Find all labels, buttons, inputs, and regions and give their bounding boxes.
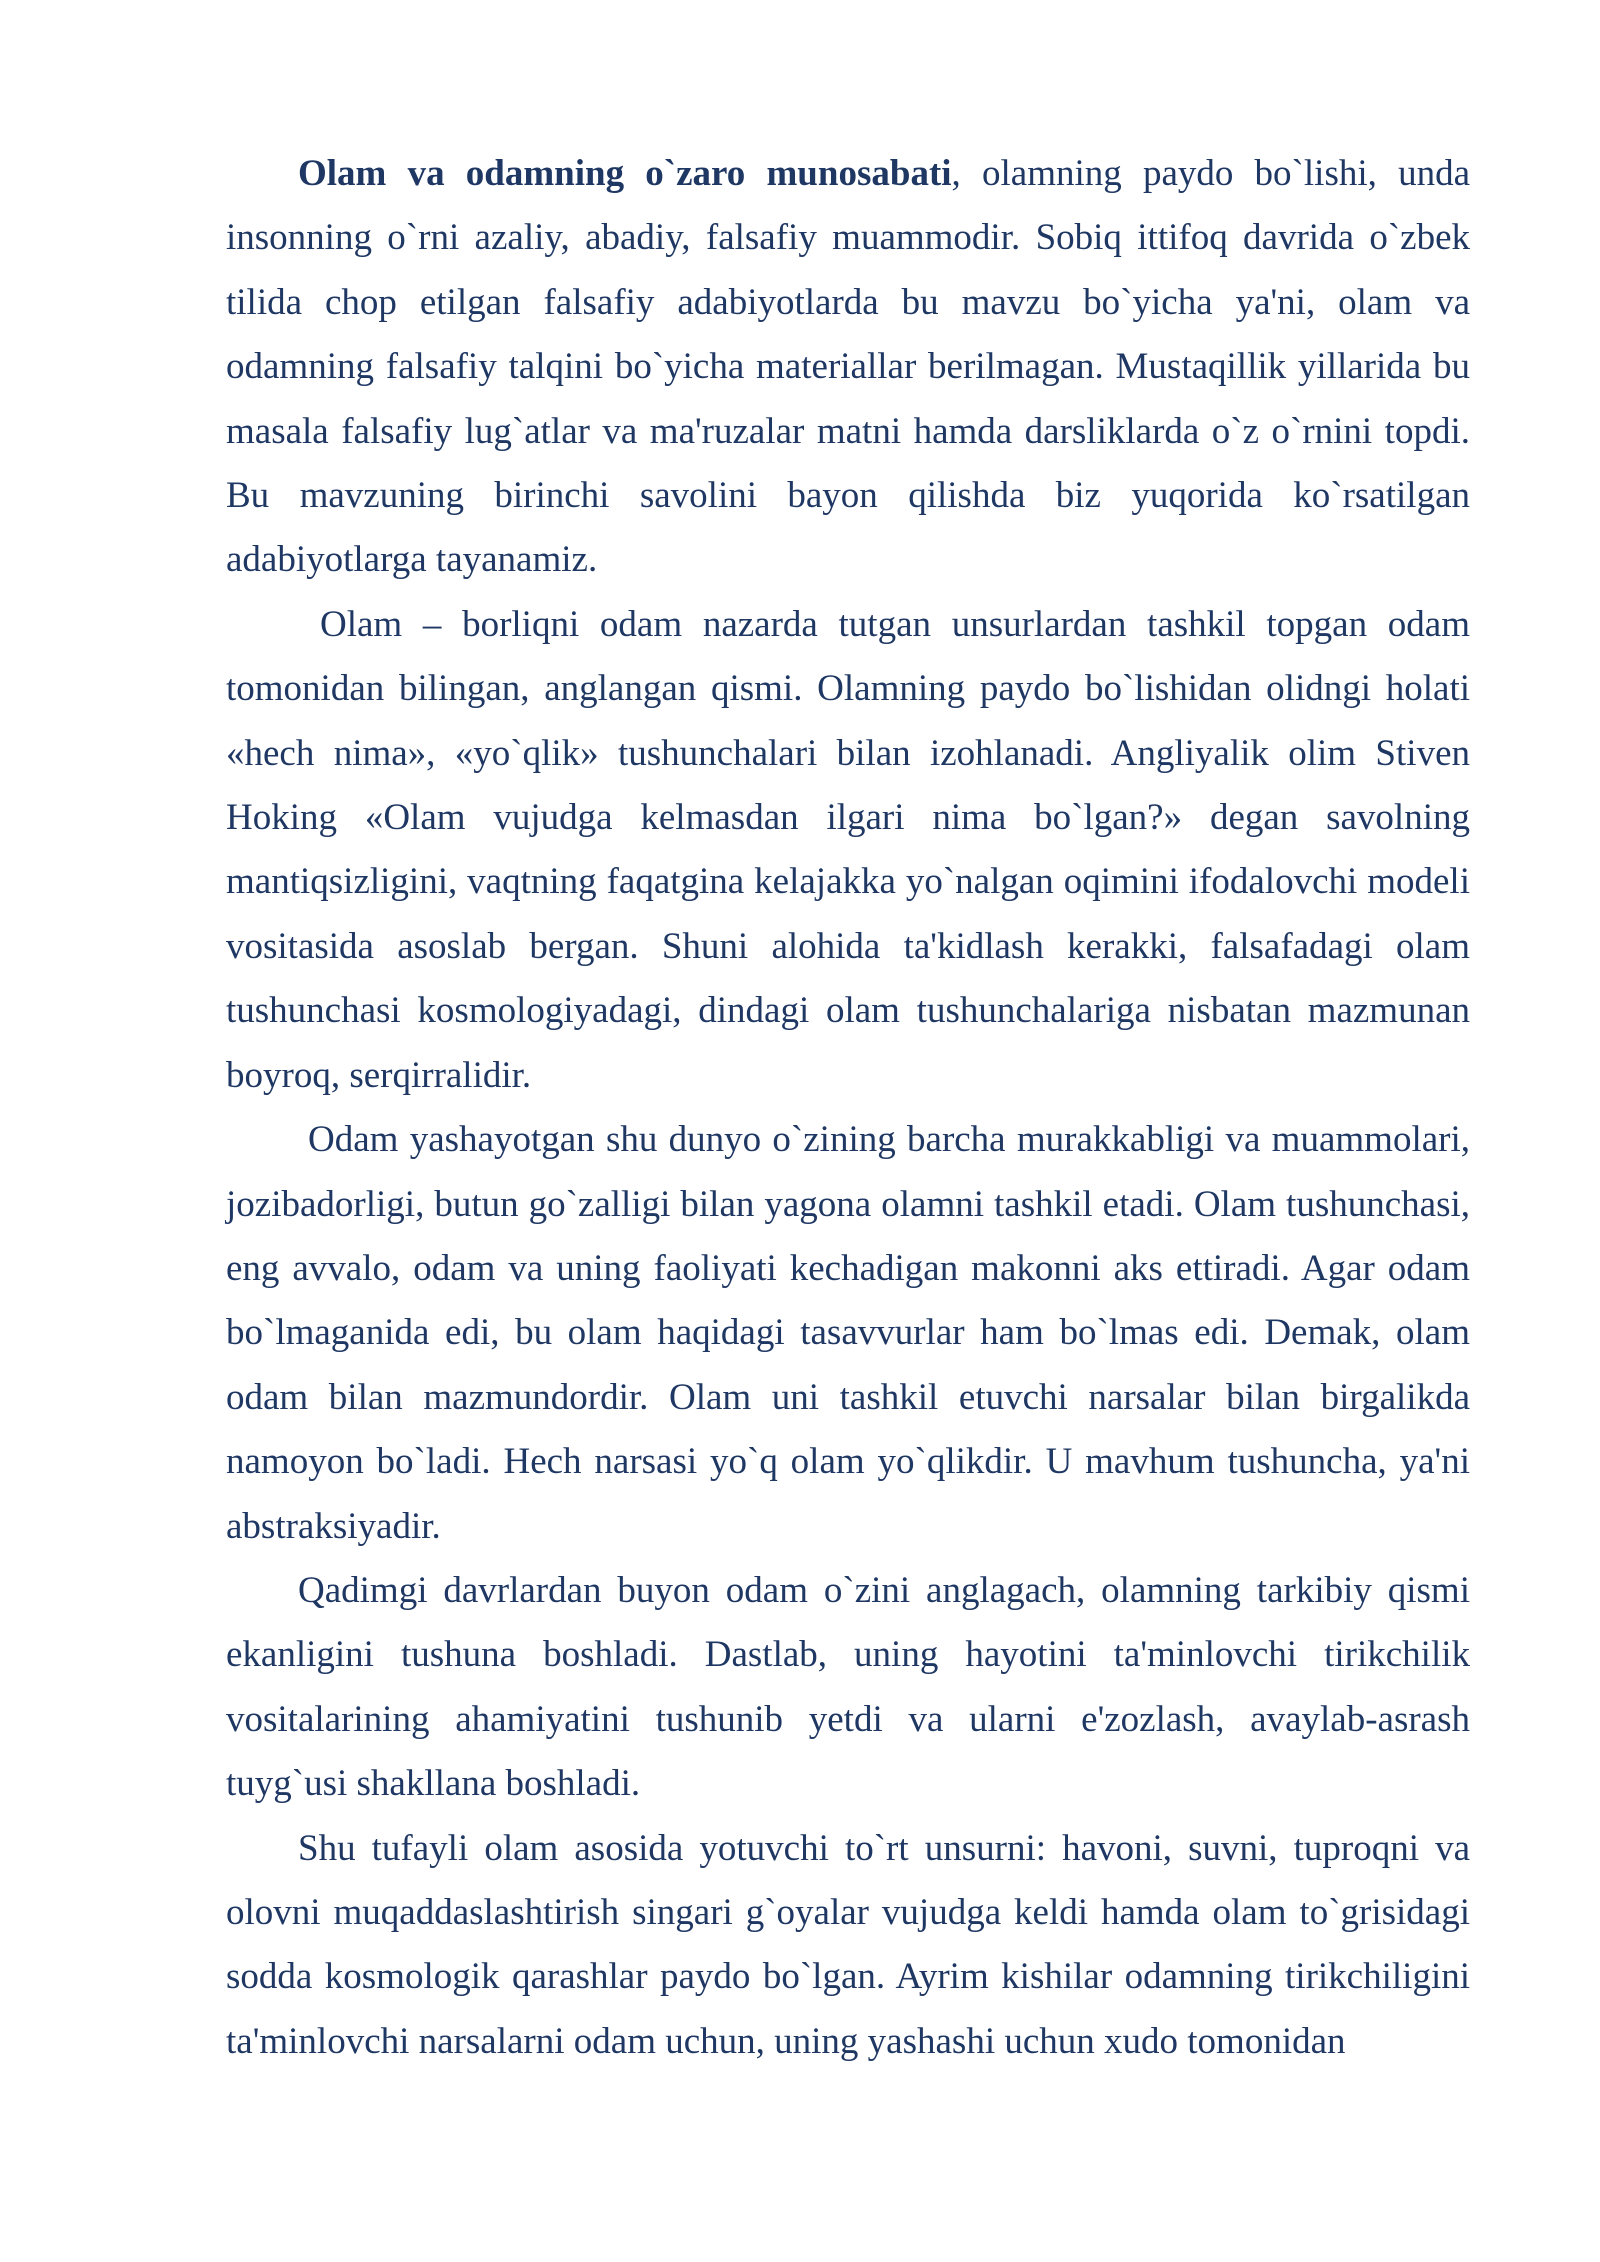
paragraph-text: Qadimgi davrlardan buyon odam o`zini anglagach, olamning tarkibiy qismi ekanligini tushuna boshladi. Dastlab, uning hayotini ta'minlovchi tirikchilik vositalarining ahamiyatini tushunib yetdi va ularni e'zozlash, avaylab-asrash tuyg`usi shakllana boshladi.: [226, 1569, 1470, 1805]
document-page: [226, 142, 1470, 2074]
paragraph-text: Olam – borliqni odam nazarda tutgan unsurlardan tashkil topgan odam tomonidan bilingan, anglangan qismi. Olamning paydo bo`lishidan olidngi holati «hech nima», «yo`qlik» tushunchalari bilan izohlanadi. Angliyalik olim Stiven Hoking «Olam vujudga kelmasdan ilgari nima bo`lgan?» degan savolning mantiqsizligini, vaqtning faqatgina kelajakka yo`nalgan oqimini ifodalovchi modeli vositasida asoslab bergan. Shuni alohida ta'kidlash kerakki, falsafadagi olam tushunchasi kosmologiyadagi, dindagi olam tushunchalariga nisbatan mazmunan boyroq, serqirralidir.: [226, 603, 1470, 1096]
paragraph-text: Odam yashayotgan shu dunyo o`zining barcha murakkabligi va muammolari, jozibadorligi, butun go`zalligi bilan yagona olamni tashkil etadi. Olam tushunchasi, eng avvalo, odam va uning faoliyati kechadigan makonni aks ettiradi. Agar odam bo`lmaganida edi, bu olam haqidagi tasavvurlar ham bo`lmas edi. Demak, olam odam bilan mazmundordir. Olam uni tashkil etuvchi narsalar bilan birgalikda namoyon bo`ladi. Hech narsasi yo`q olam yo`qlikdir. U mavhum tushuncha, ya'ni abstraksiyadir.: [226, 1119, 1470, 1547]
paragraph-heading: Olam va odamning o`zaro munosabati: [298, 153, 952, 194]
paragraph-2: [226, 593, 1470, 1108]
paragraph-4: [226, 1559, 1470, 1817]
paragraph-3: [226, 1108, 1470, 1559]
paragraph-5: [226, 1817, 1470, 2075]
paragraph-text: Shu tufayli olam asosida yotuvchi to`rt unsurni: havoni, suvni, tuproqni va olovni muqaddaslashtirish singari g`oyalar vujudga keldi hamda olam to`grisidagi sodda kosmologik qarashlar paydo bo`lgan. Ayrim kishilar odamning tirikchiligini ta'minlovchi narsalarni odam uchun, uning yashashi uchun xudo tomonidan: [226, 1827, 1470, 2062]
paragraph-1: [226, 142, 1470, 593]
paragraph-text: , olamning paydo bo`lishi, unda insonning o`rni azaliy, abadiy, falsafiy muammodir. Sobiq ittifoq davrida o`zbek tilida chop etilgan falsafiy adabiyotlarda bu mavzu bo`yicha ya'ni, olam va odamning falsafiy talqini bo`yicha materiallar berilmagan. Mustaqillik yillarida bu masala falsafiy lug`atlar va ma'ruzalar matni hamda darsliklarda o`z o`rnini topdi. Bu mavzuning birinchi savolini bayon qilishda biz yuqorida ko`rsatilgan adabiyotlarga tayanamiz.: [226, 153, 1470, 581]
